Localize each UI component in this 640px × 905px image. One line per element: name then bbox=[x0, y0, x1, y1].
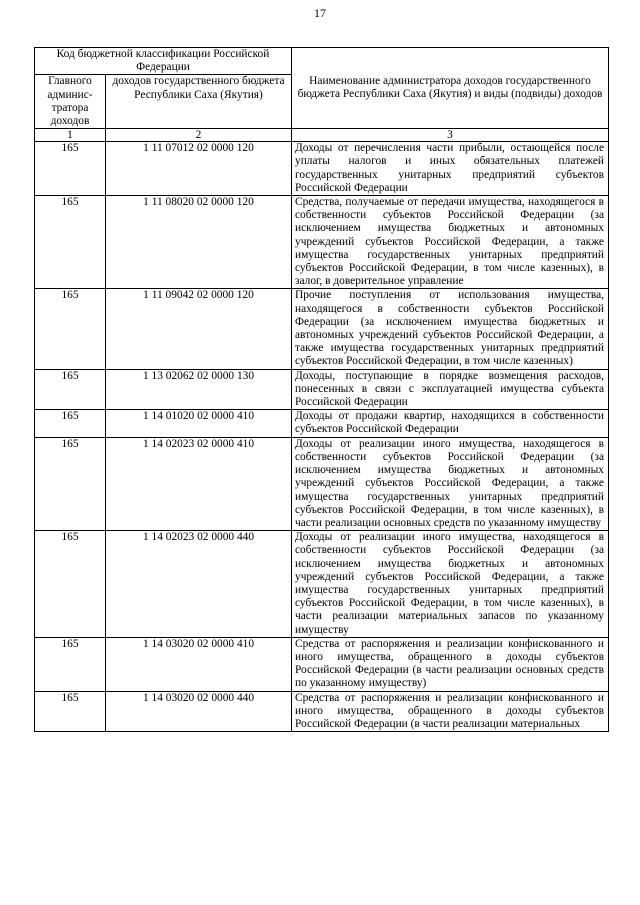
column-number-1: 1 bbox=[35, 129, 106, 142]
revenue-code: 1 11 08020 02 0000 120 bbox=[106, 196, 292, 289]
header-row-group bbox=[35, 48, 609, 75]
header-row-numbers bbox=[35, 129, 609, 142]
admin-code: 165 bbox=[35, 437, 106, 530]
revenue-code: 1 14 03020 02 0000 440 bbox=[106, 691, 292, 732]
column-number-3: 3 bbox=[292, 129, 609, 142]
page-number: 17 bbox=[314, 6, 326, 20]
revenue-description: Доходы от перечисления части прибыли, остающейся после уплаты налогов и иных обязательных платежей государственных унитарных предприятий субъектов Российской Федерации bbox=[292, 142, 609, 196]
admin-code: 165 bbox=[35, 531, 106, 638]
revenue-description: Доходы от продажи квартир, находящихся в собственности субъектов Российской Федерации bbox=[292, 410, 609, 437]
table-row bbox=[35, 410, 609, 437]
admin-code: 165 bbox=[35, 691, 106, 732]
revenue-code: 1 14 02023 02 0000 440 bbox=[106, 531, 292, 638]
revenue-description: Доходы от реализации иного имущества, находящегося в собственности субъектов Российской Федерации (за исключением имущества бюджетных и автономных учреждений субъектов Российской Федерации, а также имущества государственных унитарных предприятий субъектов Российской Федерации, в том числе казенных), в части реализации основных средств по указанному имуществу bbox=[292, 437, 609, 530]
budget-classification-table bbox=[34, 47, 609, 732]
revenue-description: Прочие поступления от использования имущества, находящегося в собственности субъектов Российской Федерации (за исключением имущества бюджетных и автономных учреждений субъектов Российской Федерации, а также имущества государственных унитарных предприятий субъектов Российской Федерации, в том числе казенных) bbox=[292, 289, 609, 369]
revenue-description: Средства от распоряжения и реализации конфискованного и иного имущества, обращенного в доходы субъектов Российской Федерации (в части реализации материальных bbox=[292, 691, 609, 732]
revenue-code: 1 14 01020 02 0000 410 bbox=[106, 410, 292, 437]
revenue-code: 1 14 02023 02 0000 410 bbox=[106, 437, 292, 530]
revenue-code: 1 11 07012 02 0000 120 bbox=[106, 142, 292, 196]
admin-code: 165 bbox=[35, 410, 106, 437]
header-chief-administrator: Главного админис-тратора доходов bbox=[35, 75, 106, 129]
table-row bbox=[35, 637, 609, 691]
admin-code: 165 bbox=[35, 637, 106, 691]
revenue-code: 1 11 09042 02 0000 120 bbox=[106, 289, 292, 369]
revenue-description: Средства от распоряжения и реализации конфискованного и иного имущества, обращенного в доходы субъектов Российской Федерации (в части реализации основных средств по указанному имуществу) bbox=[292, 637, 609, 691]
admin-code: 165 bbox=[35, 369, 106, 410]
revenue-code: 1 14 03020 02 0000 410 bbox=[106, 637, 292, 691]
revenue-description: Доходы от реализации иного имущества, находящегося в собственности субъектов Российской Федерации (за исключением имущества бюджетных и автономных учреждений субъектов Российской Федерации, а также имущества государственных унитарных предприятий субъектов Российской Федерации, в том числе казенных), в части реализации материальных запасов по указанному имуществу bbox=[292, 531, 609, 638]
header-classification-code: Код бюджетной классификации Российской Федерации bbox=[35, 48, 292, 75]
header-revenue-code: доходов государственного бюджета Республики Саха (Якутия) bbox=[106, 75, 292, 129]
admin-code: 165 bbox=[35, 196, 106, 289]
admin-code: 165 bbox=[35, 289, 106, 369]
table-row bbox=[35, 142, 609, 196]
header-administrator-name: Наименование администратора доходов государственного бюджета Республики Саха (Якутия) и виды (подвиды) доходов bbox=[292, 48, 609, 129]
table-row bbox=[35, 531, 609, 638]
table-row bbox=[35, 289, 609, 369]
revenue-description: Доходы, поступающие в порядке возмещения расходов, понесенных в связи с эксплуатацией имущества субъекта Российской Федерации bbox=[292, 369, 609, 410]
table-row bbox=[35, 196, 609, 289]
revenue-code: 1 13 02062 02 0000 130 bbox=[106, 369, 292, 410]
column-number-2: 2 bbox=[106, 129, 292, 142]
table-row bbox=[35, 691, 609, 732]
table-row bbox=[35, 369, 609, 410]
admin-code: 165 bbox=[35, 142, 106, 196]
revenue-description: Средства, получаемые от передачи имущества, находящегося в собственности субъектов Российской Федерации (за исключением имущества бюджетных и автономных учреждений субъектов Российской Федерации, а также имущества государственных унитарных предприятий субъектов Российской Федерации, в том числе казенных), в залог, в доверительное управление bbox=[292, 196, 609, 289]
table-row bbox=[35, 437, 609, 530]
